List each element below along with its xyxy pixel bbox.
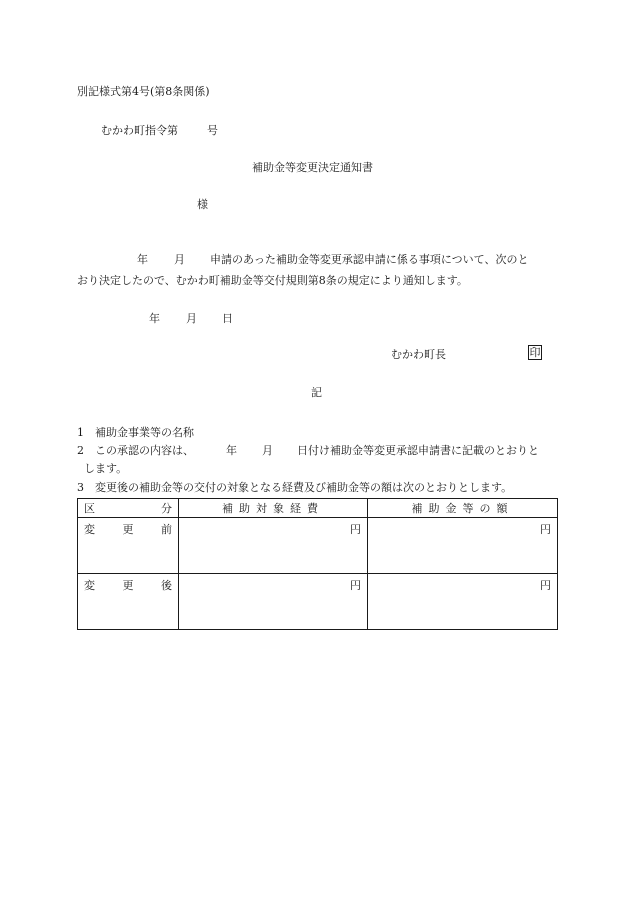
yen-unit: 円 [540, 579, 551, 592]
item-2-year: 年 [226, 444, 237, 457]
header-expenses [179, 499, 368, 518]
body-line-1: 申請のあった補助金等変更承認申請に係る事項について、次のと [210, 253, 529, 266]
reference-number-suffix: 号 [207, 124, 218, 137]
reference-number-prefix: むかわ町指令第 [101, 124, 178, 137]
item-2-month: 月 [262, 444, 273, 457]
body-line-2: おり決定したので、むかわ町補助金等交付規則第8条の規定により通知します。 [77, 274, 468, 287]
row-label-char: 後 [161, 579, 172, 592]
item-2-text-b: 日付け補助金等変更承認申請書に記載のとおりと [297, 444, 539, 457]
date-year: 年 [149, 312, 160, 325]
issuer-name: むかわ町長 [391, 348, 446, 361]
body-year: 年 [137, 253, 148, 266]
amount-before-cell[interactable] [368, 518, 558, 574]
seal-box [528, 345, 542, 360]
header-amount-label: 補助金等の額 [411, 501, 514, 515]
row-label-char: 更 [122, 523, 134, 536]
item-3-number: 3 [77, 481, 84, 494]
item-2-continuation: します。 [84, 462, 128, 475]
date-day: 日 [222, 312, 233, 325]
expenses-before-cell[interactable] [179, 518, 368, 574]
date-month: 月 [186, 312, 197, 325]
document-title: 補助金等変更決定通知書 [252, 161, 373, 174]
addressee-suffix: 様 [197, 198, 208, 211]
item-1-number: 1 [77, 426, 84, 439]
item-2-text-a: この承認の内容は、 [95, 444, 194, 457]
header-expenses-label: 補助対象経費 [222, 501, 324, 515]
header-amount [368, 499, 558, 518]
seal-mark: 印 [529, 346, 541, 359]
header-category-char-1: 区 [84, 501, 95, 515]
ki-heading: 記 [311, 386, 322, 399]
row-label-char: 更 [122, 579, 134, 592]
cost-table [77, 498, 558, 630]
header-category-char-2: 分 [161, 501, 172, 515]
body-month: 月 [174, 253, 185, 266]
table-row [78, 574, 558, 630]
amount-after-cell[interactable] [368, 574, 558, 630]
table-header-row [78, 499, 558, 518]
row-label-char: 変 [84, 579, 95, 592]
form-number: 別記様式第4号(第8条関係) [77, 85, 210, 98]
row-label-before [78, 518, 179, 574]
header-category [78, 499, 179, 518]
item-1-text: 補助金事業等の名称 [95, 426, 194, 439]
expenses-after-cell[interactable] [179, 574, 368, 630]
yen-unit: 円 [540, 523, 551, 536]
row-label-after [78, 574, 179, 630]
row-label-char: 変 [84, 523, 95, 536]
item-3-text: 変更後の補助金等の交付の対象となる経費及び補助金等の額は次のとおりとします。 [95, 481, 513, 494]
table-row [78, 518, 558, 574]
item-2-number: 2 [77, 444, 84, 457]
row-label-char: 前 [161, 523, 172, 536]
yen-unit: 円 [350, 579, 361, 592]
yen-unit: 円 [350, 523, 361, 536]
